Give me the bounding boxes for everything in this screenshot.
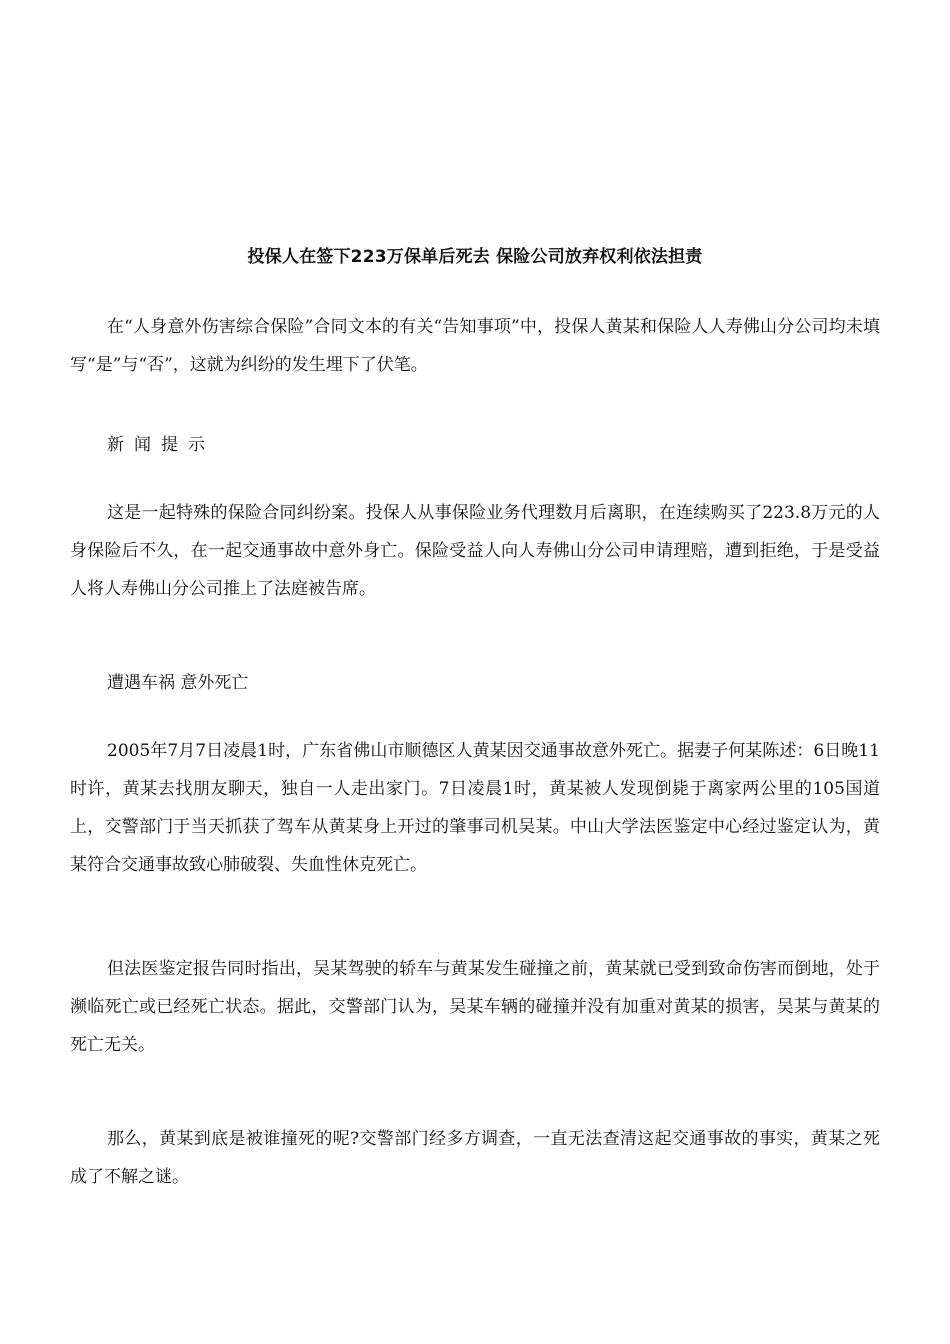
news-tip-paragraph: 这是一起特殊的保险合同纠纷案。投保人从事保险业务代理数月后离职，在连续购买了223.8万元的人身保险后不久，在一起交通事故中意外身亡。保险受益人向人寿佛山分公司申请理赔，遭到拒绝，于是受益人将人寿佛山分公司推上了法庭被告席。 <box>70 503 880 599</box>
section-heading-accident: 遭遇车祸 意外死亡 <box>107 673 249 693</box>
accident-paragraph-2: 但法医鉴定报告同时指出，吴某驾驶的轿车与黄某发生碰撞之前，黄某就已受到致命伤害而倒地，处于濒临死亡或已经死亡状态。据此，交警部门认为，吴某车辆的碰撞并没有加重对黄某的损害，吴某与黄某的死亡无关。 <box>70 959 880 1055</box>
accident-paragraph-3: 那么，黄某到底是被谁撞死的呢?交警部门经多方调查，一直无法查清这起交通事故的事实，黄某之死成了不解之谜。 <box>70 1129 880 1187</box>
intro-paragraph: 在“人身意外伤害综合保险”合同文本的有关“告知事项”中，投保人黄某和保险人人寿佛山分公司均未填写“是”与“否”，这就为纠纷的发生埋下了伏笔。 <box>70 317 880 375</box>
document-title: 投保人在签下223万保单后死去 保险公司放弃权利依法担责 <box>247 247 703 267</box>
section-heading-news-tip: 新闻提示 <box>107 435 215 455</box>
accident-paragraph-1: 2005年7月7日凌晨1时，广东省佛山市顺德区人黄某因交通事故意外死亡。据妻子何某陈述：6日晚11时许，黄某去找朋友聊天，独自一人走出家门。7日凌晨1时，黄某被人发现倒毙于离家两公里的105国道上，交警部门于当天抓获了驾车从黄某身上开过的肇事司机吴某。中山大学法医鉴定中心经过鉴定认为，黄某符合交通事故致心肺破裂、失血性休克死亡。 <box>70 741 880 875</box>
